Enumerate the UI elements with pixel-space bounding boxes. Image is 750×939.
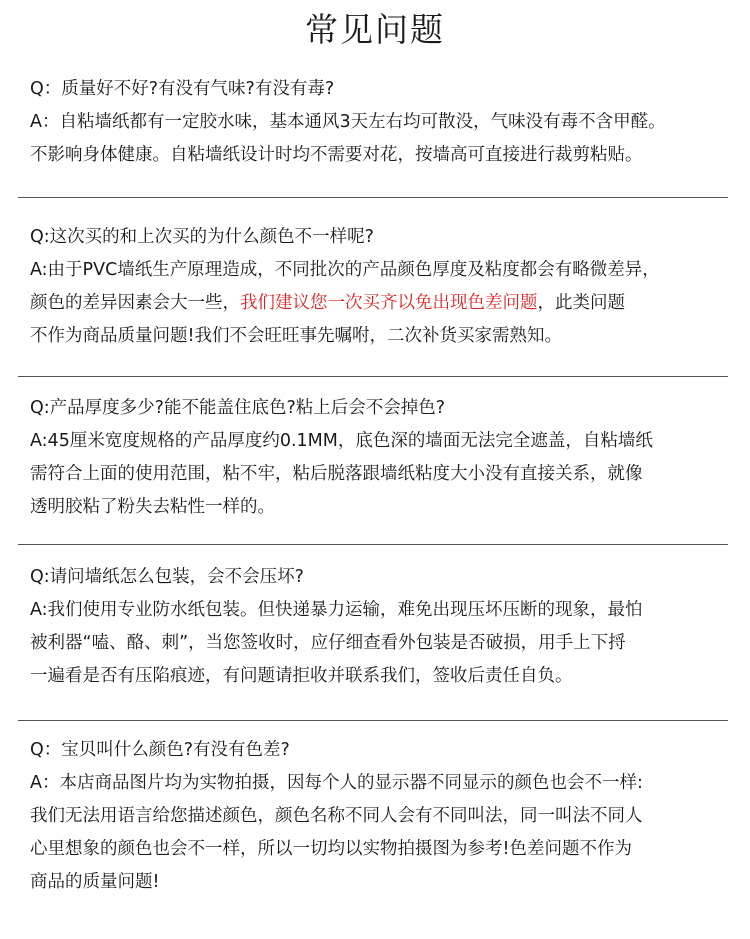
faq-question: Q:这次买的和上次买的为什么颜色不一样呢? — [30, 227, 374, 247]
faq-item-thickness — [30, 392, 730, 524]
faq-answer-line: 不影响身体健康。自粘墙纸设计时均不需要对花，按墙高可直接进行裁剪粘贴。 — [30, 145, 643, 165]
faq-question: Q：质量好不好?有没有气味?有没有毒? — [30, 79, 335, 99]
faq-answer-line: A：自粘墙纸都有一定胶水味，基本通风3天左右均可散没，气味没有毒不含甲醛。 — [30, 112, 666, 132]
faq-answer-line — [30, 287, 730, 320]
answer-text: 颜色的差异因素会大一些， — [30, 293, 240, 313]
faq-question: Q:请问墙纸怎么包装，会不会压坏? — [30, 567, 304, 587]
faq-answer-line: 心里想象的颜色也会不一样，所以一切均以实物拍摄图为参考!色差问题不作为 — [30, 839, 633, 859]
faq-answer-line: 一遍看是否有压陷痕迹，有问题请拒收并联系我们，签收后责任自负。 — [30, 666, 573, 686]
faq-answer-line: 商品的质量问题! — [30, 872, 160, 892]
highlight-advice: 我们建议您一次买齐以免出现色差问题 — [240, 293, 538, 313]
answer-text: ，此类问题 — [537, 293, 625, 313]
section-divider — [18, 720, 728, 721]
faq-answer-line: A:45厘米宽度规格的产品厚度约0.1MM，底色深的墙面无法完全遮盖，自粘墙纸 — [30, 431, 653, 451]
section-divider — [18, 544, 728, 545]
section-divider — [18, 376, 728, 377]
faq-answer-line: 不作为商品质量问题!我们不会旺旺事先嘱咐，二次补货买家需熟知。 — [30, 326, 563, 346]
faq-answer-line: A:我们使用专业防水纸包装。但快递暴力运输，难免出现压坏压断的现象，最怕 — [30, 600, 643, 620]
faq-answer-line: A:由于PVC墙纸生产原理造成，不同批次的产品颜色厚度及粘度都会有略微差异， — [30, 260, 660, 280]
faq-item-color-difference — [30, 734, 730, 899]
faq-answer-line: 我们无法用语言给您描述颜色，颜色名称不同人会有不同叫法，同一叫法不同人 — [30, 806, 643, 826]
faq-item-color-batch — [30, 221, 730, 353]
faq-answer-line: 透明胶粘了粉失去粘性一样的。 — [30, 497, 275, 517]
faq-item-packaging — [30, 561, 730, 693]
faq-question: Q：宝贝叫什么颜色?有没有色差? — [30, 740, 290, 760]
faq-question: Q:产品厚度多少?能不能盖住底色?粘上后会不会掉色? — [30, 398, 446, 418]
faq-answer-line: A：本店商品图片均为实物拍摄，因每个人的显示器不同显示的颜色也会不一样: — [30, 773, 643, 793]
faq-answer-line: 需符合上面的使用范围，粘不牢，粘后脱落跟墙纸粘度大小没有直接关系，就像 — [30, 464, 643, 484]
page-title: 常见问题 — [305, 10, 445, 49]
section-divider — [18, 197, 728, 198]
faq-answer-line: 被利器“嗑、酪、刺”，当您签收时，应仔细查看外包装是否破损，用手上下捋 — [30, 633, 626, 653]
faq-item-quality — [30, 73, 730, 172]
